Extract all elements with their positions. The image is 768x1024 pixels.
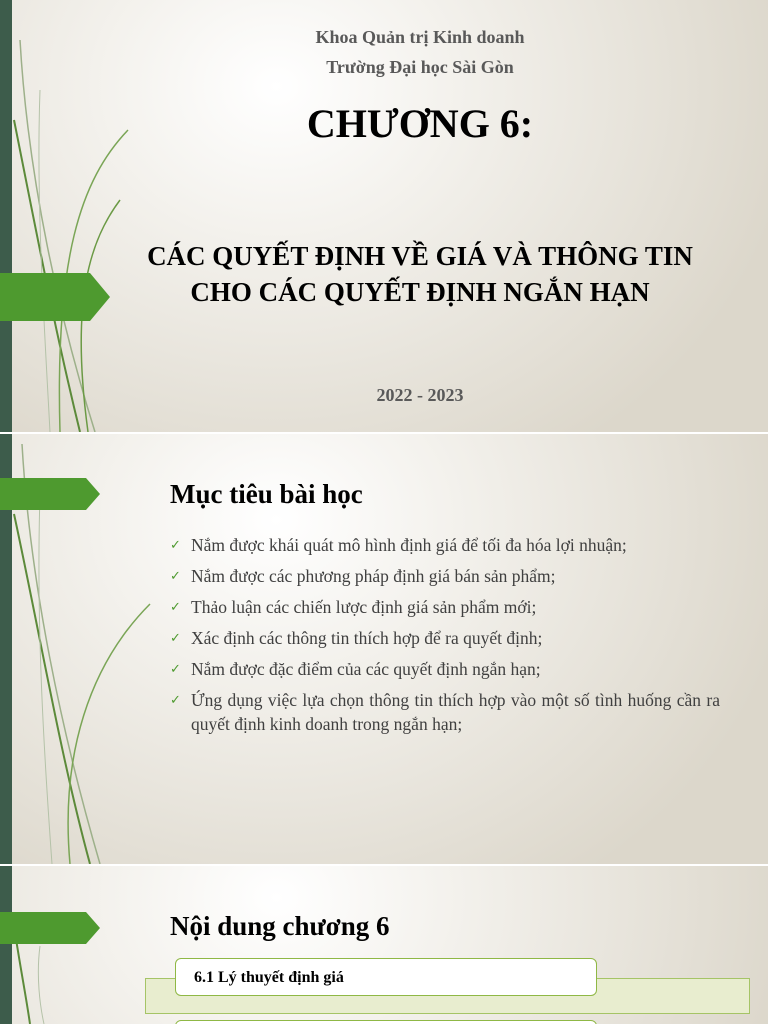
objectives-list bbox=[170, 533, 720, 743]
toc-item[interactable]: 6.1 Lý thuyết định giá bbox=[175, 958, 597, 996]
list-item: ✓ Nắm được khái quát mô hình định giá để tối đa hóa lợi nhuận; bbox=[170, 533, 720, 557]
checkmark-icon: ✓ bbox=[170, 631, 181, 646]
chapter-subtitle-line2: CHO CÁC QUYẾT ĐỊNH NGẮN HẠN bbox=[190, 277, 650, 307]
chapter-title: CHƯƠNG 6: bbox=[306, 101, 534, 146]
list-item: ✓ Xác định các thông tin thích hợp để ra quyết định; bbox=[170, 626, 720, 650]
checkmark-icon: ✓ bbox=[170, 693, 181, 708]
chapter-subtitle-line1: CÁC QUYẾT ĐỊNH VỀ GIÁ VÀ THÔNG TIN bbox=[147, 241, 693, 271]
toc-item[interactable] bbox=[175, 1020, 597, 1024]
checkmark-icon: ✓ bbox=[170, 538, 181, 553]
checkmark-icon: ✓ bbox=[170, 569, 181, 584]
list-item: ✓ Nắm được các phương pháp định giá bán sản phẩm; bbox=[170, 564, 720, 588]
objectives-slide bbox=[0, 434, 768, 864]
list-item: ✓ Nắm được đặc điểm của các quyết định ngắn hạn; bbox=[170, 657, 720, 681]
list-item: ✓ Ứng dụng việc lựa chọn thông tin thích hợp vào một số tình huống cần ra quyết định kinh doanh trong ngắn hạn; bbox=[170, 690, 720, 734]
faculty-name: Khoa Quản trị Kinh doanh bbox=[315, 27, 525, 47]
academic-year: 2022 - 2023 bbox=[376, 385, 464, 405]
title-slide bbox=[0, 0, 768, 432]
contents-slide bbox=[0, 866, 768, 1024]
green-arrow-tab bbox=[0, 912, 110, 960]
section-heading: Mục tiêu bài học bbox=[170, 479, 363, 509]
checkmark-icon: ✓ bbox=[170, 662, 181, 677]
green-arrow-tab bbox=[0, 478, 110, 526]
list-item: ✓ Thảo luận các chiến lược định giá sản phẩm mới; bbox=[170, 595, 720, 619]
university-name: Trường Đại học Sài Gòn bbox=[326, 57, 514, 77]
checkmark-icon: ✓ bbox=[170, 600, 181, 615]
section-heading: Nội dung chương 6 bbox=[170, 911, 390, 941]
